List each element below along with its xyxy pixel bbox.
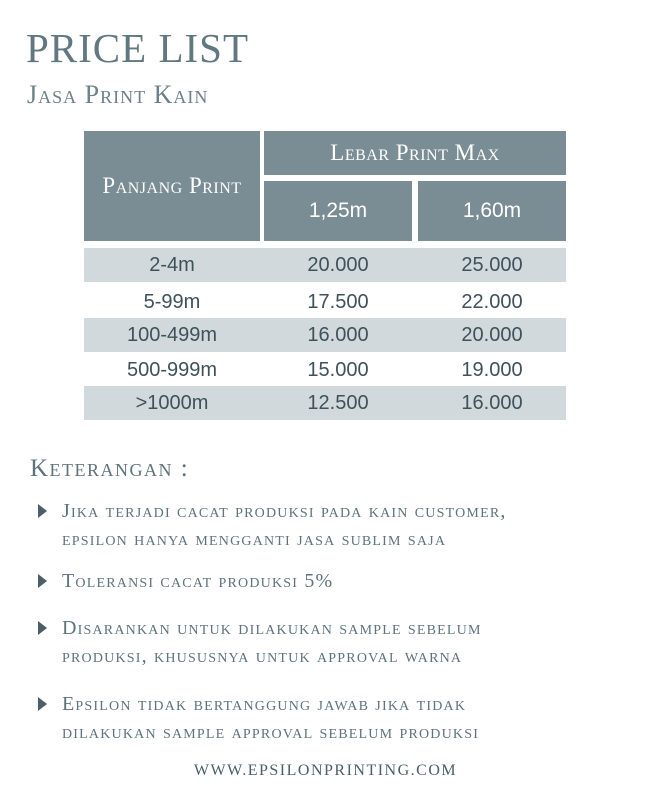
- header-width-125: 1,25m: [264, 181, 412, 241]
- cell-price-125: 20.000: [307, 254, 369, 276]
- note-text: [62, 567, 333, 595]
- triangle-bullet-icon: [38, 574, 47, 588]
- cell-price-125: 16.000: [307, 324, 369, 346]
- page-title: PRICE LIST: [26, 25, 249, 71]
- cell-panjang: 5-99m: [143, 291, 201, 313]
- note-line: Jika terjadi cacat produksi pada kain customer,: [62, 500, 507, 522]
- cell-price-160: 20.000: [461, 324, 523, 346]
- cell-price-160: 16.000: [461, 392, 523, 414]
- note-line: produksi, khususnya untuk approval warna: [62, 645, 463, 667]
- note-line: dilakukan sample approval sebelum produksi: [62, 721, 480, 743]
- triangle-bullet-icon: [38, 621, 47, 635]
- cell-price-125: 12.500: [307, 392, 369, 414]
- table-row: [84, 285, 566, 319]
- cell-price-125: 15.000: [307, 359, 369, 381]
- cell-price-160: 22.000: [461, 291, 523, 313]
- cell-panjang: 100-499m: [126, 324, 218, 346]
- note-text: [62, 497, 507, 553]
- header-panjang-print: Panjang Print: [84, 131, 260, 241]
- note-line: Toleransi cacat produksi 5%: [62, 570, 334, 592]
- triangle-bullet-icon: [38, 697, 47, 711]
- table-row: [84, 353, 566, 387]
- table-row: [84, 386, 566, 420]
- note-text: [62, 614, 482, 670]
- page-subtitle: Jasa Print Kain: [27, 80, 209, 109]
- note-text: [62, 690, 479, 746]
- note-line: Epsilon tidak bertanggung jawab jika tidak: [62, 693, 467, 715]
- note-line: Disarankan untuk dilakukan sample sebelum: [62, 617, 482, 639]
- cell-price-160: 19.000: [461, 359, 523, 381]
- cell-price-125: 17.500: [307, 291, 369, 313]
- header-lebar-print-max: Lebar Print Max: [264, 131, 566, 175]
- table-row: [84, 248, 566, 282]
- notes-heading: Keterangan :: [30, 455, 190, 482]
- cell-panjang: 2-4m: [149, 254, 195, 276]
- header-width-160: 1,60m: [418, 181, 566, 241]
- cell-price-160: 25.000: [461, 254, 523, 276]
- triangle-bullet-icon: [38, 504, 47, 518]
- note-line: epsilon hanya mengganti jasa sublim saja: [62, 528, 447, 550]
- cell-panjang: >1000m: [135, 392, 209, 414]
- table-row: [84, 318, 566, 352]
- cell-panjang: 500-999m: [126, 359, 218, 381]
- website-url: WWW.EPSILONPRINTING.COM: [193, 762, 458, 779]
